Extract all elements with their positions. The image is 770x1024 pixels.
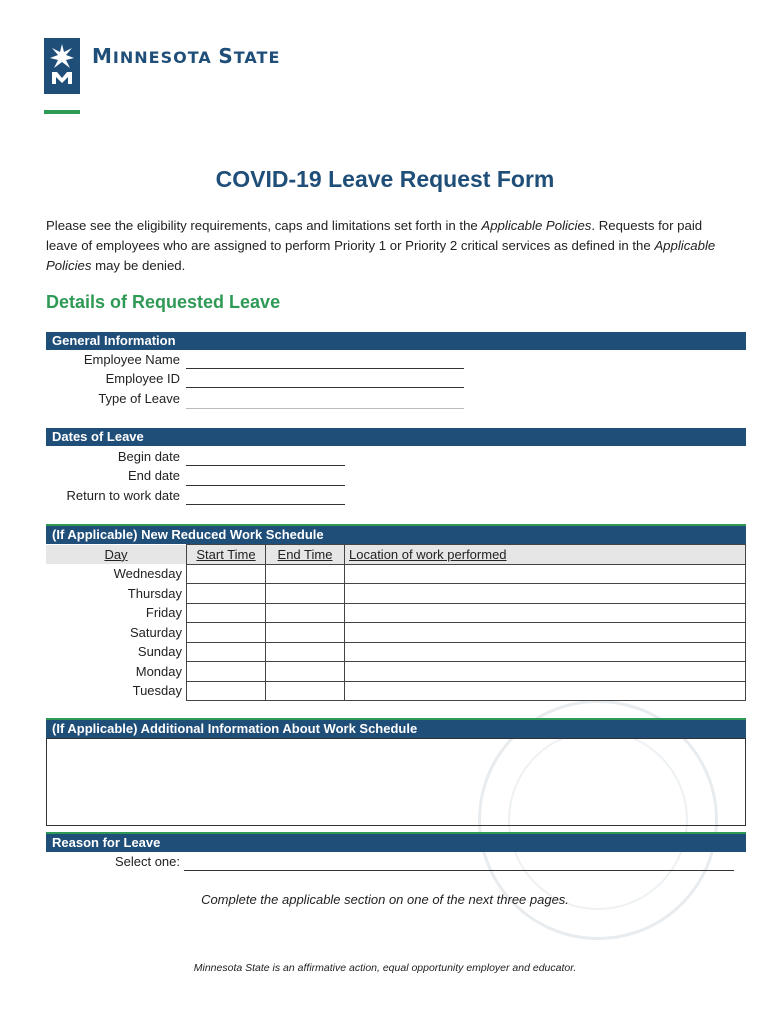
end-time-cell[interactable] bbox=[266, 603, 345, 623]
employee-name-field[interactable] bbox=[186, 368, 464, 369]
page-title: COVID-19 Leave Request Form bbox=[215, 166, 555, 192]
start-time-cell[interactable] bbox=[187, 584, 266, 604]
instruction-note: Complete the applicable section on one of the next three pages. bbox=[201, 892, 569, 907]
location-cell[interactable] bbox=[345, 603, 746, 623]
location-cell[interactable] bbox=[345, 584, 746, 604]
footer-text: Minnesota State is an affirmative action, equal opportunity employer and educator. bbox=[193, 962, 577, 974]
day-label: Monday bbox=[46, 662, 187, 682]
begin-date-field[interactable] bbox=[186, 465, 345, 466]
schedule-table bbox=[46, 544, 746, 701]
brand-wordmark: MINNESOTA STATE bbox=[92, 44, 281, 68]
start-time-cell[interactable] bbox=[187, 662, 266, 682]
table-row bbox=[46, 642, 746, 662]
end-time-cell[interactable] bbox=[266, 564, 345, 584]
end-time-cell[interactable] bbox=[266, 623, 345, 643]
day-label: Saturday bbox=[46, 623, 187, 643]
location-cell[interactable] bbox=[345, 564, 746, 584]
day-label: Friday bbox=[46, 603, 187, 623]
start-time-cell[interactable] bbox=[187, 564, 266, 584]
start-time-cell[interactable] bbox=[187, 681, 266, 701]
day-label: Sunday bbox=[46, 642, 187, 662]
location-cell[interactable] bbox=[345, 662, 746, 682]
col-start-time: Start Time bbox=[187, 545, 266, 565]
additional-info-textarea[interactable] bbox=[46, 738, 746, 826]
employee-name-label: Employee Name bbox=[83, 352, 180, 367]
location-cell[interactable] bbox=[345, 623, 746, 643]
day-label: Thursday bbox=[46, 584, 187, 604]
additional-info-header: (If Applicable) Additional Information About Work Schedule bbox=[46, 718, 746, 738]
col-day: Day bbox=[46, 545, 187, 565]
end-date-label: End date bbox=[127, 468, 180, 483]
day-label: Wednesday bbox=[46, 564, 187, 584]
employee-id-label: Employee ID bbox=[105, 371, 180, 386]
start-time-cell[interactable] bbox=[187, 623, 266, 643]
select-one-label: Select one: bbox=[114, 854, 180, 869]
table-row bbox=[46, 584, 746, 604]
day-label: Tuesday bbox=[46, 681, 187, 701]
logo-underline bbox=[44, 110, 80, 114]
reason-header: Reason for Leave bbox=[46, 832, 746, 852]
start-time-cell[interactable] bbox=[187, 642, 266, 662]
intro-paragraph: Please see the eligibility requirements, caps and limitations set forth in the Applicable Policies. Requests for paid leave of employees who are assigned to perform Priority 1 or Priority 2 critical services as defined in the Applicable Policies may be denied. bbox=[46, 218, 716, 273]
schedule-header: (If Applicable) New Reduced Work Schedule bbox=[46, 524, 746, 544]
type-of-leave-label: Type of Leave bbox=[98, 391, 180, 406]
table-row bbox=[46, 681, 746, 701]
general-info-header: General Information bbox=[46, 332, 746, 350]
reason-select-field[interactable] bbox=[184, 870, 734, 871]
minnesota-state-logo-icon bbox=[44, 38, 80, 94]
location-cell[interactable] bbox=[345, 681, 746, 701]
end-time-cell[interactable] bbox=[266, 662, 345, 682]
end-time-cell[interactable] bbox=[266, 642, 345, 662]
table-row bbox=[46, 564, 746, 584]
start-time-cell[interactable] bbox=[187, 603, 266, 623]
table-row bbox=[46, 603, 746, 623]
table-row bbox=[46, 662, 746, 682]
return-date-label: Return to work date bbox=[66, 488, 180, 503]
col-location: Location of work performed bbox=[345, 545, 746, 565]
begin-date-label: Begin date bbox=[117, 449, 180, 464]
table-row bbox=[46, 623, 746, 643]
end-time-cell[interactable] bbox=[266, 584, 345, 604]
dates-of-leave-header: Dates of Leave bbox=[46, 428, 746, 446]
employee-id-field[interactable] bbox=[186, 387, 464, 388]
section-heading: Details of Requested Leave bbox=[46, 292, 281, 312]
location-cell[interactable] bbox=[345, 642, 746, 662]
col-end-time: End Time bbox=[266, 545, 345, 565]
end-time-cell[interactable] bbox=[266, 681, 345, 701]
schedule-header-row bbox=[46, 545, 746, 565]
type-of-leave-field[interactable] bbox=[186, 408, 464, 409]
end-date-field[interactable] bbox=[186, 485, 345, 486]
return-date-field[interactable] bbox=[186, 504, 345, 505]
